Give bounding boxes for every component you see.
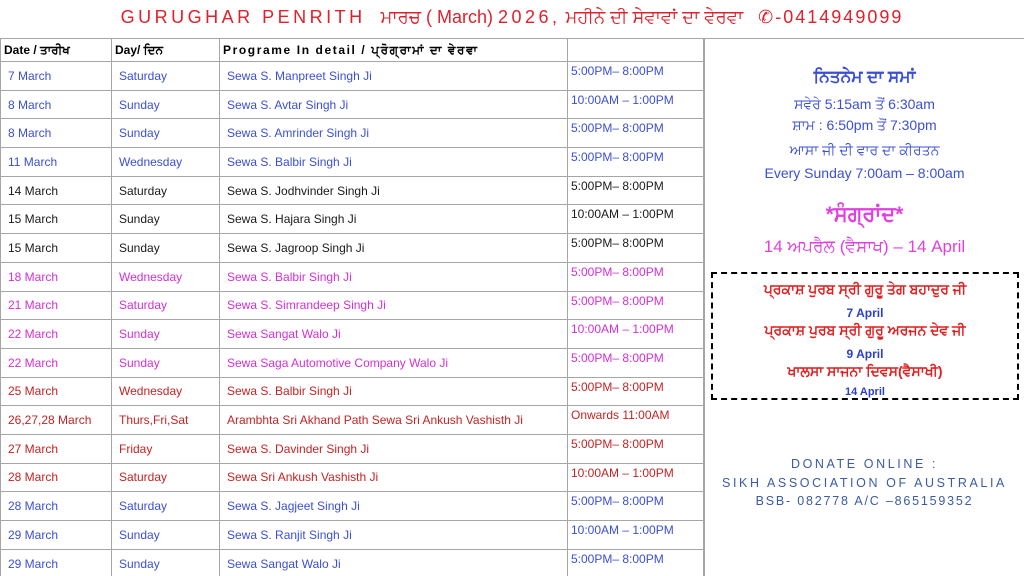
cell-day: Sunday	[112, 320, 220, 349]
nitnem-evening: ਸ਼ਾਮ : 6:50pm ਤੋਂ 7:30pm	[792, 117, 937, 133]
cell-program: Sewa S. Hajara Singh Ji	[220, 205, 568, 234]
cell-time: 5:00PM– 8:00PM	[568, 434, 704, 463]
table-row	[1, 492, 704, 521]
header-month-open: (	[425, 6, 432, 27]
donate-account: BSB- 082778 A/C –865159352	[755, 494, 974, 508]
cell-day: Sunday	[112, 205, 220, 234]
cell-date: 14 March	[1, 176, 112, 205]
table-row	[1, 291, 704, 320]
table-header-row	[1, 39, 704, 62]
cell-date: 22 March	[1, 348, 112, 377]
cell-date: 29 March	[1, 549, 112, 576]
sangrand-title: *ਸੰਗ੍ਰਾਂਦ*	[825, 203, 904, 226]
table-row	[1, 176, 704, 205]
gurpurab-date-1: 7 April	[846, 306, 884, 320]
cell-program: Sewa S. Avtar Singh Ji	[220, 90, 568, 119]
schedule-body	[1, 62, 704, 576]
cell-day: Sunday	[112, 348, 220, 377]
cell-date: 22 March	[1, 320, 112, 349]
cell-date: 8 March	[1, 119, 112, 148]
cell-date: 28 March	[1, 463, 112, 492]
cell-time: 5:00PM– 8:00PM	[568, 148, 704, 177]
header-year: 2026,	[498, 6, 561, 27]
cell-day: Saturday	[112, 463, 220, 492]
cell-program: Sewa S. Manpreet Singh Ji	[220, 62, 568, 91]
cell-time: 5:00PM– 8:00PM	[568, 262, 704, 291]
cell-program: Sewa S. Jagroop Singh Ji	[220, 234, 568, 263]
cell-date: 15 March	[1, 234, 112, 263]
cell-time: 10:00AM – 1:00PM	[568, 205, 704, 234]
cell-time: 5:00PM– 8:00PM	[568, 62, 704, 91]
cell-program: Sewa S. Amrinder Singh Ji	[220, 119, 568, 148]
gurpurab-line-1: ਪ੍ਰਕਾਸ਼ ਪੁਰਬ ਸ੍ਰੀ ਗੁਰੂ ਤੇਗ ਬਹਾਦੁਰ ਜੀ	[763, 281, 967, 297]
header-date: Date / ਤਾਰੀਖ	[1, 39, 112, 62]
cell-date: 18 March	[1, 262, 112, 291]
cell-time: 5:00PM– 8:00PM	[568, 234, 704, 263]
header-phone: ✆-0414949099	[758, 6, 904, 27]
header-program: Programe In detail / ਪ੍ਰੋਗ੍ਰਾਮਾਂ ਦਾ ਵੇਰਵਾ	[220, 39, 568, 62]
cell-program: Sewa S. Simrandeep Singh Ji	[220, 291, 568, 320]
cell-day: Saturday	[112, 291, 220, 320]
page-header	[0, 0, 1024, 34]
cell-day: Thurs,Fri,Sat	[112, 406, 220, 435]
cell-time: 10:00AM – 1:00PM	[568, 320, 704, 349]
table-row	[1, 320, 704, 349]
sangrand-date: 14 ਅਪਰੈਲ (ਵੈਸਾਖ) – 14 April	[763, 237, 966, 256]
cell-day: Sunday	[112, 521, 220, 550]
cell-time: 10:00AM – 1:00PM	[568, 463, 704, 492]
gurpurab-date-2: 9 April	[846, 347, 884, 361]
cell-program: Sewa S. Davinder Singh Ji	[220, 434, 568, 463]
cell-program: Sewa Saga Automotive Company Walo Ji	[220, 348, 568, 377]
header-day: Day/ ਦਿਨ	[112, 39, 220, 62]
kirtan-title: ਆਸਾ ਜੀ ਦੀ ਵਾਰ ਦਾ ਕੀਰਤਨ	[789, 142, 940, 158]
cell-date: 15 March	[1, 205, 112, 234]
cell-program: Sewa S. Balbir Singh Ji	[220, 377, 568, 406]
cell-time: 10:00AM – 1:00PM	[568, 521, 704, 550]
cell-date: 26,27,28 March	[1, 406, 112, 435]
donate-org: SIKH ASSOCIATION OF AUSTRALIA	[722, 476, 1007, 490]
cell-time: 5:00PM– 8:00PM	[568, 119, 704, 148]
table-row	[1, 90, 704, 119]
header-time	[568, 39, 704, 62]
cell-program: Sewa Sri Ankush Vashisth Ji	[220, 463, 568, 492]
gurpurab-line-2: ਪ੍ਰਕਾਸ਼ ਪੁਰਬ ਸ੍ਰੀ ਗੁਰੂ ਅਰਜਨ ਦੇਵ ਜੀ	[764, 322, 966, 338]
cell-time: 5:00PM– 8:00PM	[568, 176, 704, 205]
cell-day: Wednesday	[112, 262, 220, 291]
cell-day: Sunday	[112, 119, 220, 148]
cell-time: 5:00PM– 8:00PM	[568, 348, 704, 377]
header-month-en: March)	[436, 6, 493, 27]
donate-label: DONATE ONLINE :	[790, 457, 939, 471]
cell-day: Saturday	[112, 62, 220, 91]
cell-date: 11 March	[1, 148, 112, 177]
cell-program: Sewa Sangat Walo Ji	[220, 549, 568, 576]
cell-day: Sunday	[112, 90, 220, 119]
nitnem-title: ਨਿਤਨੇਮ ਦਾ ਸਮਾਂ	[813, 67, 916, 86]
cell-time: 5:00PM– 8:00PM	[568, 492, 704, 521]
cell-program: Sewa S. Balbir Singh Ji	[220, 148, 568, 177]
info-panel	[704, 38, 1024, 576]
cell-day: Sunday	[112, 234, 220, 263]
header-org: GURUGHAR PENRITH	[120, 6, 366, 27]
table-row	[1, 377, 704, 406]
table-row	[1, 549, 704, 576]
cell-time: Onwards 11:00AM	[568, 406, 704, 435]
cell-date: 28 March	[1, 492, 112, 521]
cell-day: Saturday	[112, 176, 220, 205]
cell-date: 27 March	[1, 434, 112, 463]
table-row	[1, 521, 704, 550]
table-row	[1, 262, 704, 291]
table-row	[1, 62, 704, 91]
cell-program: Arambhta Sri Akhand Path Sewa Sri Ankush Vashisth Ji	[220, 406, 568, 435]
table-row	[1, 205, 704, 234]
gurpurab-box	[711, 272, 1019, 400]
cell-program: Sewa S. Ranjit Singh Ji	[220, 521, 568, 550]
cell-program: Sewa S. Jagjeet Singh Ji	[220, 492, 568, 521]
table-row	[1, 234, 704, 263]
nitnem-morning: ਸਵੇਰੇ 5:15am ਤੋਂ 6:30am	[794, 96, 935, 112]
table-row	[1, 406, 704, 435]
cell-program: Sewa S. Balbir Singh Ji	[220, 262, 568, 291]
kirtan-time: Every Sunday 7:00am – 8:00am	[764, 165, 965, 181]
schedule-table	[0, 38, 704, 576]
cell-time: 5:00PM– 8:00PM	[568, 377, 704, 406]
table-row	[1, 348, 704, 377]
table-row	[1, 148, 704, 177]
cell-day: Friday	[112, 434, 220, 463]
cell-date: 21 March	[1, 291, 112, 320]
header-month-pa: ਮਾਰਚ	[380, 6, 421, 27]
cell-date: 29 March	[1, 521, 112, 550]
table-row	[1, 434, 704, 463]
cell-program: Sewa Sangat Walo Ji	[220, 320, 568, 349]
cell-day: Wednesday	[112, 377, 220, 406]
cell-date: 25 March	[1, 377, 112, 406]
cell-day: Sunday	[112, 549, 220, 576]
table-row	[1, 119, 704, 148]
cell-day: Saturday	[112, 492, 220, 521]
gurpurab-date-3: 14 April	[845, 386, 885, 398]
cell-day: Wednesday	[112, 148, 220, 177]
cell-time: 10:00AM – 1:00PM	[568, 90, 704, 119]
gurpurab-line-3: ਖਾਲਸਾ ਸਾਜਨਾ ਦਿਵਸ(ਵੈਸਾਖੀ)	[787, 363, 943, 379]
cell-time: 5:00PM– 8:00PM	[568, 549, 704, 576]
table-row	[1, 463, 704, 492]
header-desc-pa: ਮਹੀਨੇ ਦੀ ਸੇਵਾਵਾਂ ਦਾ ਵੇਰਵਾ	[565, 6, 744, 27]
cell-program: Sewa S. Jodhvinder Singh Ji	[220, 176, 568, 205]
cell-date: 7 March	[1, 62, 112, 91]
cell-time: 5:00PM– 8:00PM	[568, 291, 704, 320]
cell-date: 8 March	[1, 90, 112, 119]
